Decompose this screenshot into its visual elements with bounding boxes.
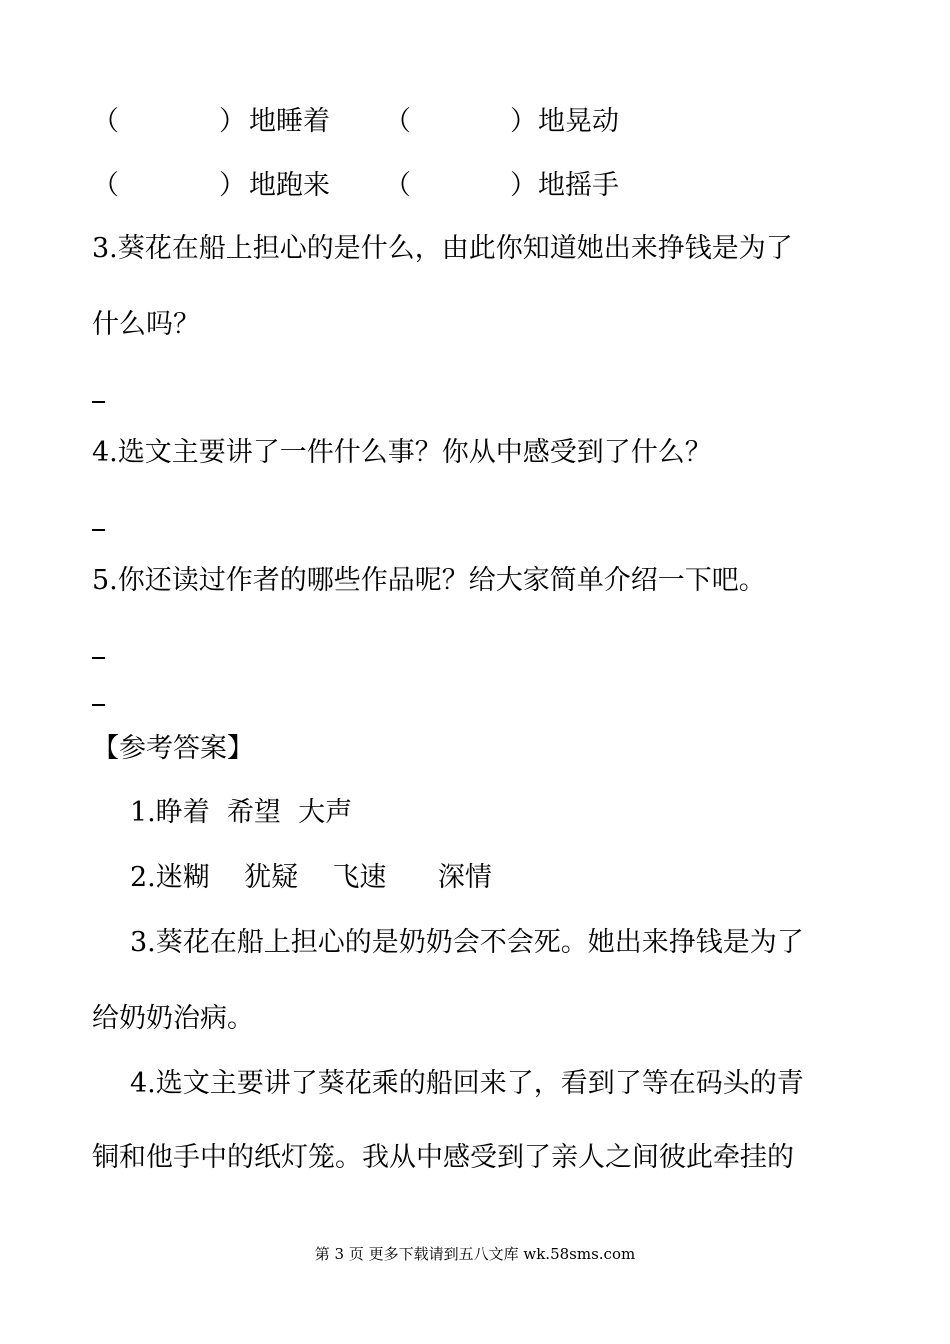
answer-3-line-1: 3.葵花在船上担心的是奶奶会不会死。她出来挣钱是为了: [130, 927, 804, 958]
left-paren: （: [384, 106, 411, 137]
question-3-line-1: 3.葵花在船上担心的是什么，由此你知道她出来挣钱是为了: [92, 233, 793, 264]
right-paren: ）: [219, 106, 246, 137]
answer-3-line-2: 给奶奶治病。: [92, 1003, 254, 1034]
left-paren: （: [384, 170, 411, 201]
answers-heading: 【参考答案】: [92, 733, 254, 764]
page-footer: 第 3 页 更多下载请到五八文库 wk.58sms.com: [314, 1245, 636, 1263]
left-paren: （: [92, 170, 119, 201]
blank-phrase: 地睡着: [249, 106, 330, 137]
answer-blank-line: [92, 657, 105, 659]
answer-4-line-2: 铜和他手中的纸灯笼。我从中感受到了亲人之间彼此牵挂的: [92, 1142, 794, 1173]
left-paren: （: [92, 106, 119, 137]
blank-phrase: 地摇手: [538, 170, 619, 201]
right-paren: ）: [510, 106, 537, 137]
answer-2: 2.迷糊 犹疑 飞速 深情: [130, 862, 492, 893]
answer-4-line-1: 4.选文主要讲了葵花乘的船回来了，看到了等在码头的青: [130, 1068, 804, 1099]
question-4: 4.选文主要讲了一件什么事？你从中感受到了什么？: [92, 437, 712, 468]
answer-blank-line: [92, 401, 105, 403]
answer-blank-line: [92, 529, 105, 531]
right-paren: ）: [219, 170, 246, 201]
question-3-line-2: 什么吗？: [92, 309, 200, 340]
blank-phrase: 地跑来: [249, 170, 330, 201]
answer-1: 1.睁着 希望 大声: [130, 797, 353, 828]
blank-phrase: 地晃动: [538, 106, 619, 137]
right-paren: ）: [510, 170, 537, 201]
answer-blank-line: [92, 704, 105, 706]
question-5: 5.你还读过作者的哪些作品呢？给大家简单介绍一下吧。: [92, 565, 766, 596]
